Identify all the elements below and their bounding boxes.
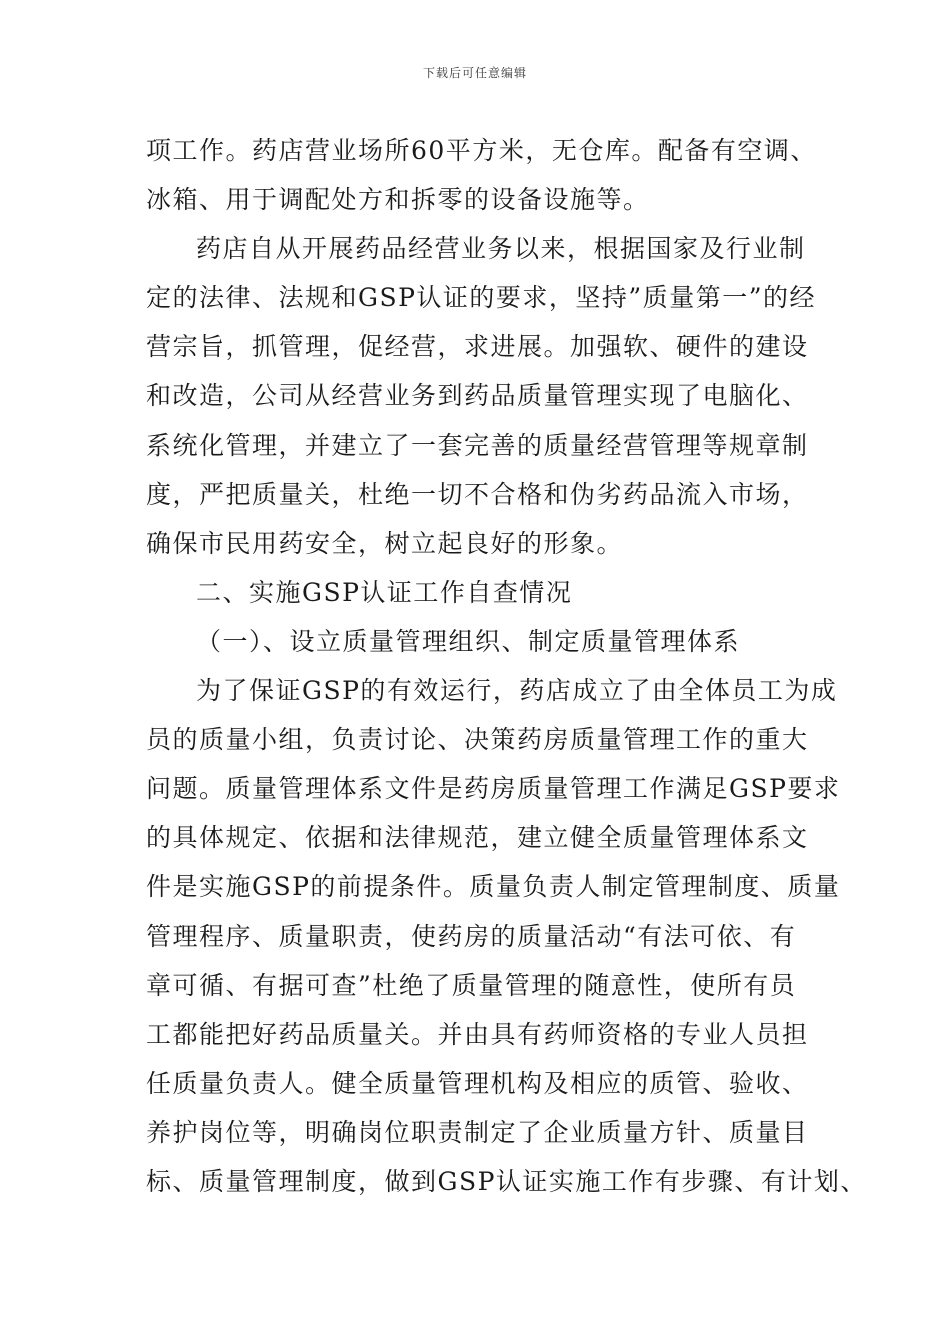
text-line: 营宗旨，抓管理，促经营，求进展。加强软、硬件的建设 <box>146 332 809 362</box>
text-line: 度，严把质量关，杜绝一切不合格和伪劣药品流入市场， <box>146 479 809 509</box>
text-line: 定的法律、法规和GSP认证的要求，坚持”质量第一”的经 <box>146 283 816 313</box>
text-line: 章可循、有据可查”杜绝了质量管理的随意性，使所有员 <box>146 970 797 1000</box>
text-line: 养护岗位等，明确岗位职责制定了企业质量方针、质量目 <box>146 1117 809 1147</box>
page-header: 下载后可任意编辑 <box>422 66 527 80</box>
text-line: （一）、设立质量管理组织、制定质量管理体系 <box>196 626 741 656</box>
text-line: 项工作。药店营业场所60平方米，无仓库。配备有空调、 <box>146 136 817 165</box>
text-line: 确保市民用药安全，树立起良好的形象。 <box>146 528 624 558</box>
body-text <box>146 126 867 1206</box>
text-line: 任质量负责人。健全质量管理机构及相应的质管、验收、 <box>146 1068 809 1098</box>
text-line: 问题。质量管理体系文件是药房质量管理工作满足GSP要求 <box>146 774 841 804</box>
text-line: 和改造，公司从经营业务到药品质量管理实现了电脑化、 <box>146 381 809 411</box>
text-line: 为了保证GSP的有效运行，药店成立了由全体员工为成 <box>196 676 838 706</box>
text-line: 的具体规定、依据和法律规范，建立健全质量管理体系文 <box>146 823 809 853</box>
text-line: 工都能把好药品质量关。并由具有药师资格的专业人员担 <box>146 1019 809 1049</box>
text-line: 管理程序、质量职责，使药房的质量活动“有法可依、有 <box>146 921 797 951</box>
text-line: 标、质量管理制度，做到GSP认证实施工作有步骤、有计划、 <box>146 1166 867 1196</box>
text-line: 二、实施GSP认证工作自查情况 <box>196 577 573 607</box>
text-line: 件是实施GSP的前提条件。质量负责人制定管理制度、质量 <box>146 872 841 902</box>
text-line: 系统化管理，并建立了一套完善的质量经营管理等规章制 <box>146 430 809 460</box>
text-line: 药店自从开展药品经营业务以来，根据国家及行业制 <box>196 234 806 264</box>
text-line: 冰箱、用于调配处方和拆零的设备设施等。 <box>146 185 650 215</box>
text-line: 员的质量小组，负责讨论、决策药房质量管理工作的重大 <box>146 725 809 755</box>
